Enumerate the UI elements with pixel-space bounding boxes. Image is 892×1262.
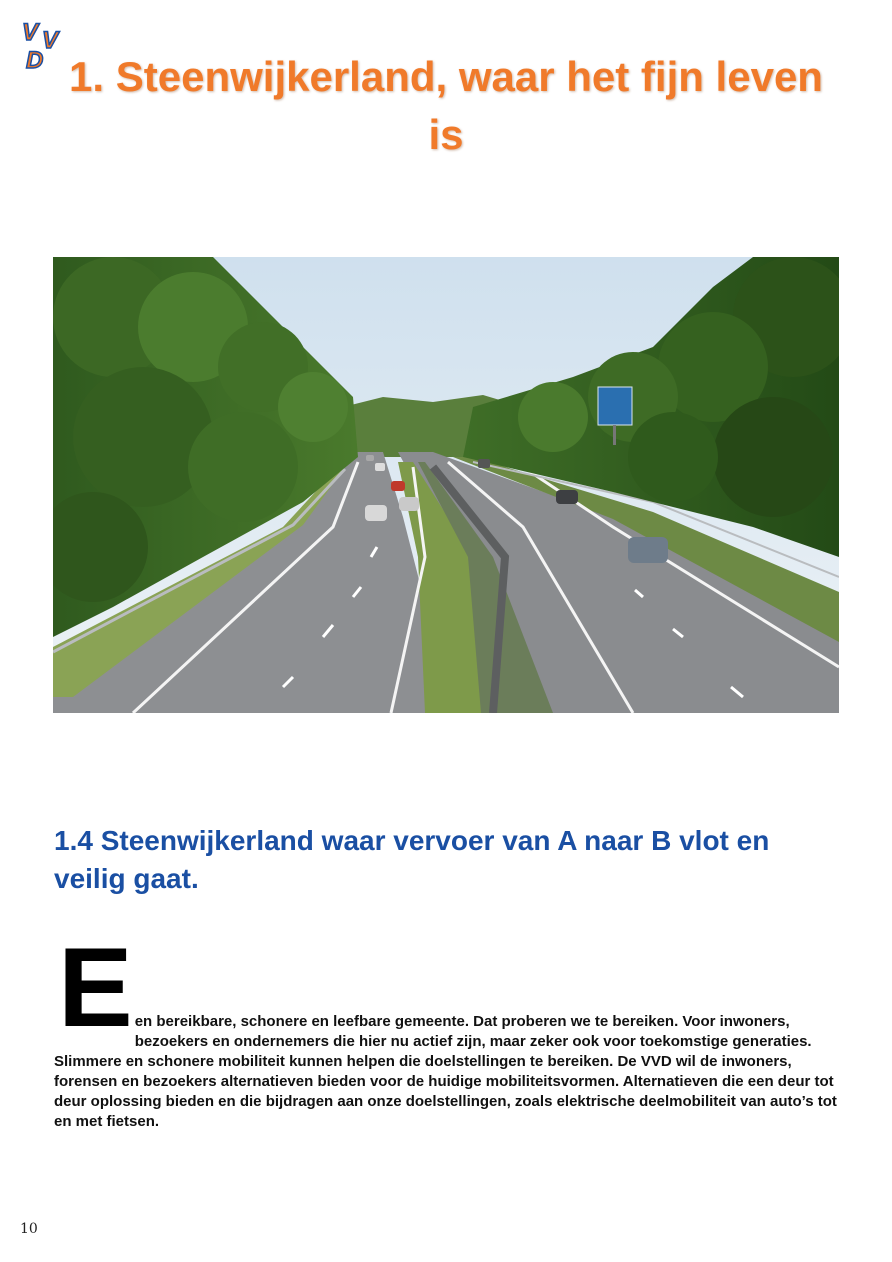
body-paragraph — [54, 925, 844, 1132]
svg-text:V: V — [42, 27, 59, 54]
body-text: en bereikbare, schonere en leefbare gemeente. Dat proberen we te bereiken. Voor inwoners, bezoekers en ondernemers die hier nu actief zijn, maar zeker ook voor toekomstige generaties. Slimmere en schonere mobiliteit kunnen helpen die doelstellingen te bereiken. De VVD wil de inwoners, forensen en bezoekers alternatieven bieden voor de huidige mobiliteitsvormen. Alternatieven die een deur tot deur oplossing bieden en die bijdragen aan onze doelstellingen, zoals elektrische deelmobiliteit van auto’s tot en met fietsen. — [54, 1013, 837, 1130]
section-title: 1.4 Steenwijkerland waar vervoer van A naar B vlot en veilig gaat. — [54, 825, 770, 894]
dropcap-letter: E — [58, 925, 133, 1050]
highway-photo — [53, 257, 839, 713]
chapter-title: 1. Steenwijkerland, waar het fijn leven is — [69, 53, 823, 158]
page-number: 10 — [20, 1221, 38, 1237]
svg-text:V: V — [22, 19, 39, 46]
svg-text:D: D — [26, 47, 44, 72]
